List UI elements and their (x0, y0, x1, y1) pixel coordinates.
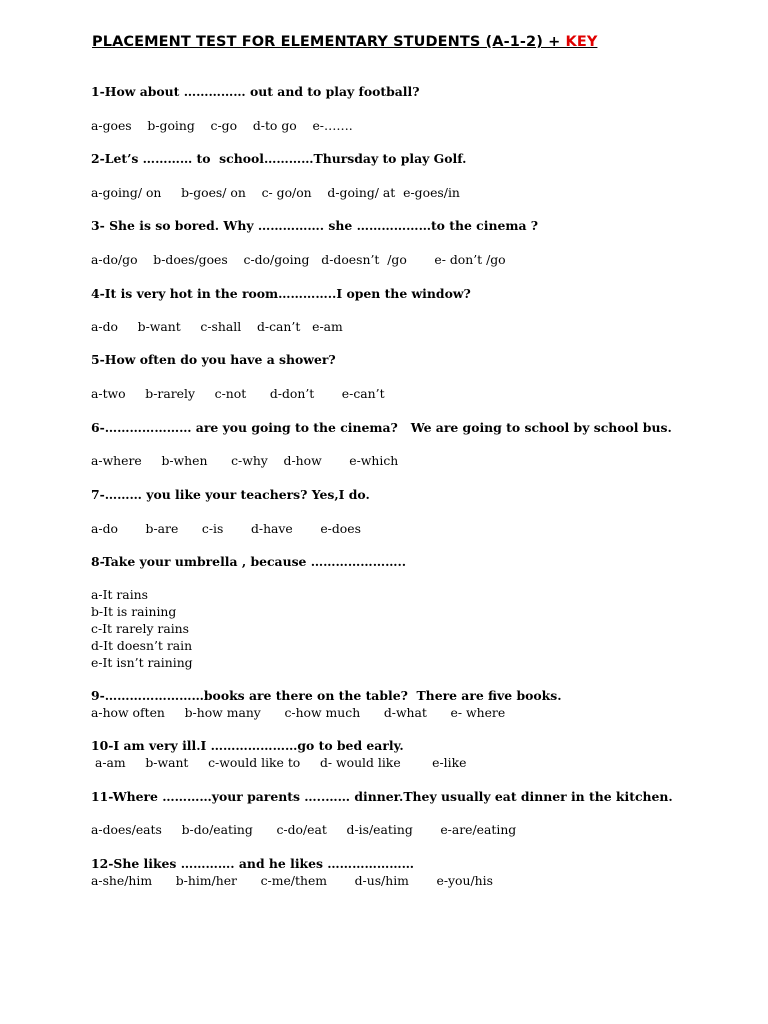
options-4: a-do b-want c-shall d-can’t e-am (91, 319, 343, 334)
question-3: 3- She is so bored. Why ……………. she ………………to the cinema ? (91, 218, 539, 233)
options-12: a-she/him b-him/her c-me/them d-us/him e-you/his (91, 873, 493, 888)
options-1: a-goes b-going c-go d-to go e-……. (91, 118, 353, 133)
title-key: KEY (565, 34, 598, 50)
page-title (92, 34, 597, 50)
question-10: 10-I am very ill.I …………………go to bed early. (91, 738, 404, 753)
option-8c: c-It rarely rains (91, 621, 190, 636)
options-6: a-where b-when c-why d-how e-which (91, 453, 399, 468)
option-8a: a-It rains (91, 587, 148, 602)
options-8 (91, 586, 193, 671)
question-9: 9-……………………books are there on the table? There are five books. (91, 688, 562, 703)
question-5: 5-How often do you have a shower? (91, 352, 336, 367)
question-11: 11-Where …………your parents …..…… dinner.They usually eat dinner in the kitchen. (91, 789, 673, 804)
options-7: a-do b-are c-is d-have e-does (91, 521, 361, 536)
options-11: a-does/eats b-do/eating c-do/eat d-is/eating e-are/eating (91, 822, 517, 837)
options-3: a-do/go b-does/goes c-do/going d-doesn’t /go e- don’t /go (91, 252, 506, 267)
question-1: 1-How about …………… out and to play football? (91, 84, 420, 99)
options-10: a-am b-want c-would like to d- would like e-like (91, 755, 467, 770)
question-6: 6-………………… are you going to the cinema? We are going to school by school bus. (91, 420, 672, 435)
option-8b: b-It is raining (91, 604, 177, 619)
options-5: a-two b-rarely c-not d-don’t e-can’t (91, 386, 385, 401)
option-8d: d-It doesn’t rain (91, 638, 193, 653)
options-9: a-how often b-how many c-how much d-what e- where (91, 705, 506, 720)
option-8e: e-It isn’t raining (91, 655, 193, 670)
options-2: a-going/ on b-goes/ on c- go/on d-going/ at e-goes/in (91, 185, 460, 200)
question-12: 12-She likes …………. and he likes ………………… (91, 856, 415, 871)
question-8: 8-Take your umbrella , because ………………….. (91, 554, 407, 569)
title-main: PLACEMENT TEST FOR ELEMENTARY STUDENTS (A-1-2) + (92, 34, 566, 50)
question-4: 4-It is very hot in the room…………..I open the window? (91, 286, 471, 301)
question-2: 2-Let’s ………… to school…………Thursday to play Golf. (91, 151, 467, 166)
question-7: 7-……… you like your teachers? Yes,I do. (91, 487, 370, 502)
